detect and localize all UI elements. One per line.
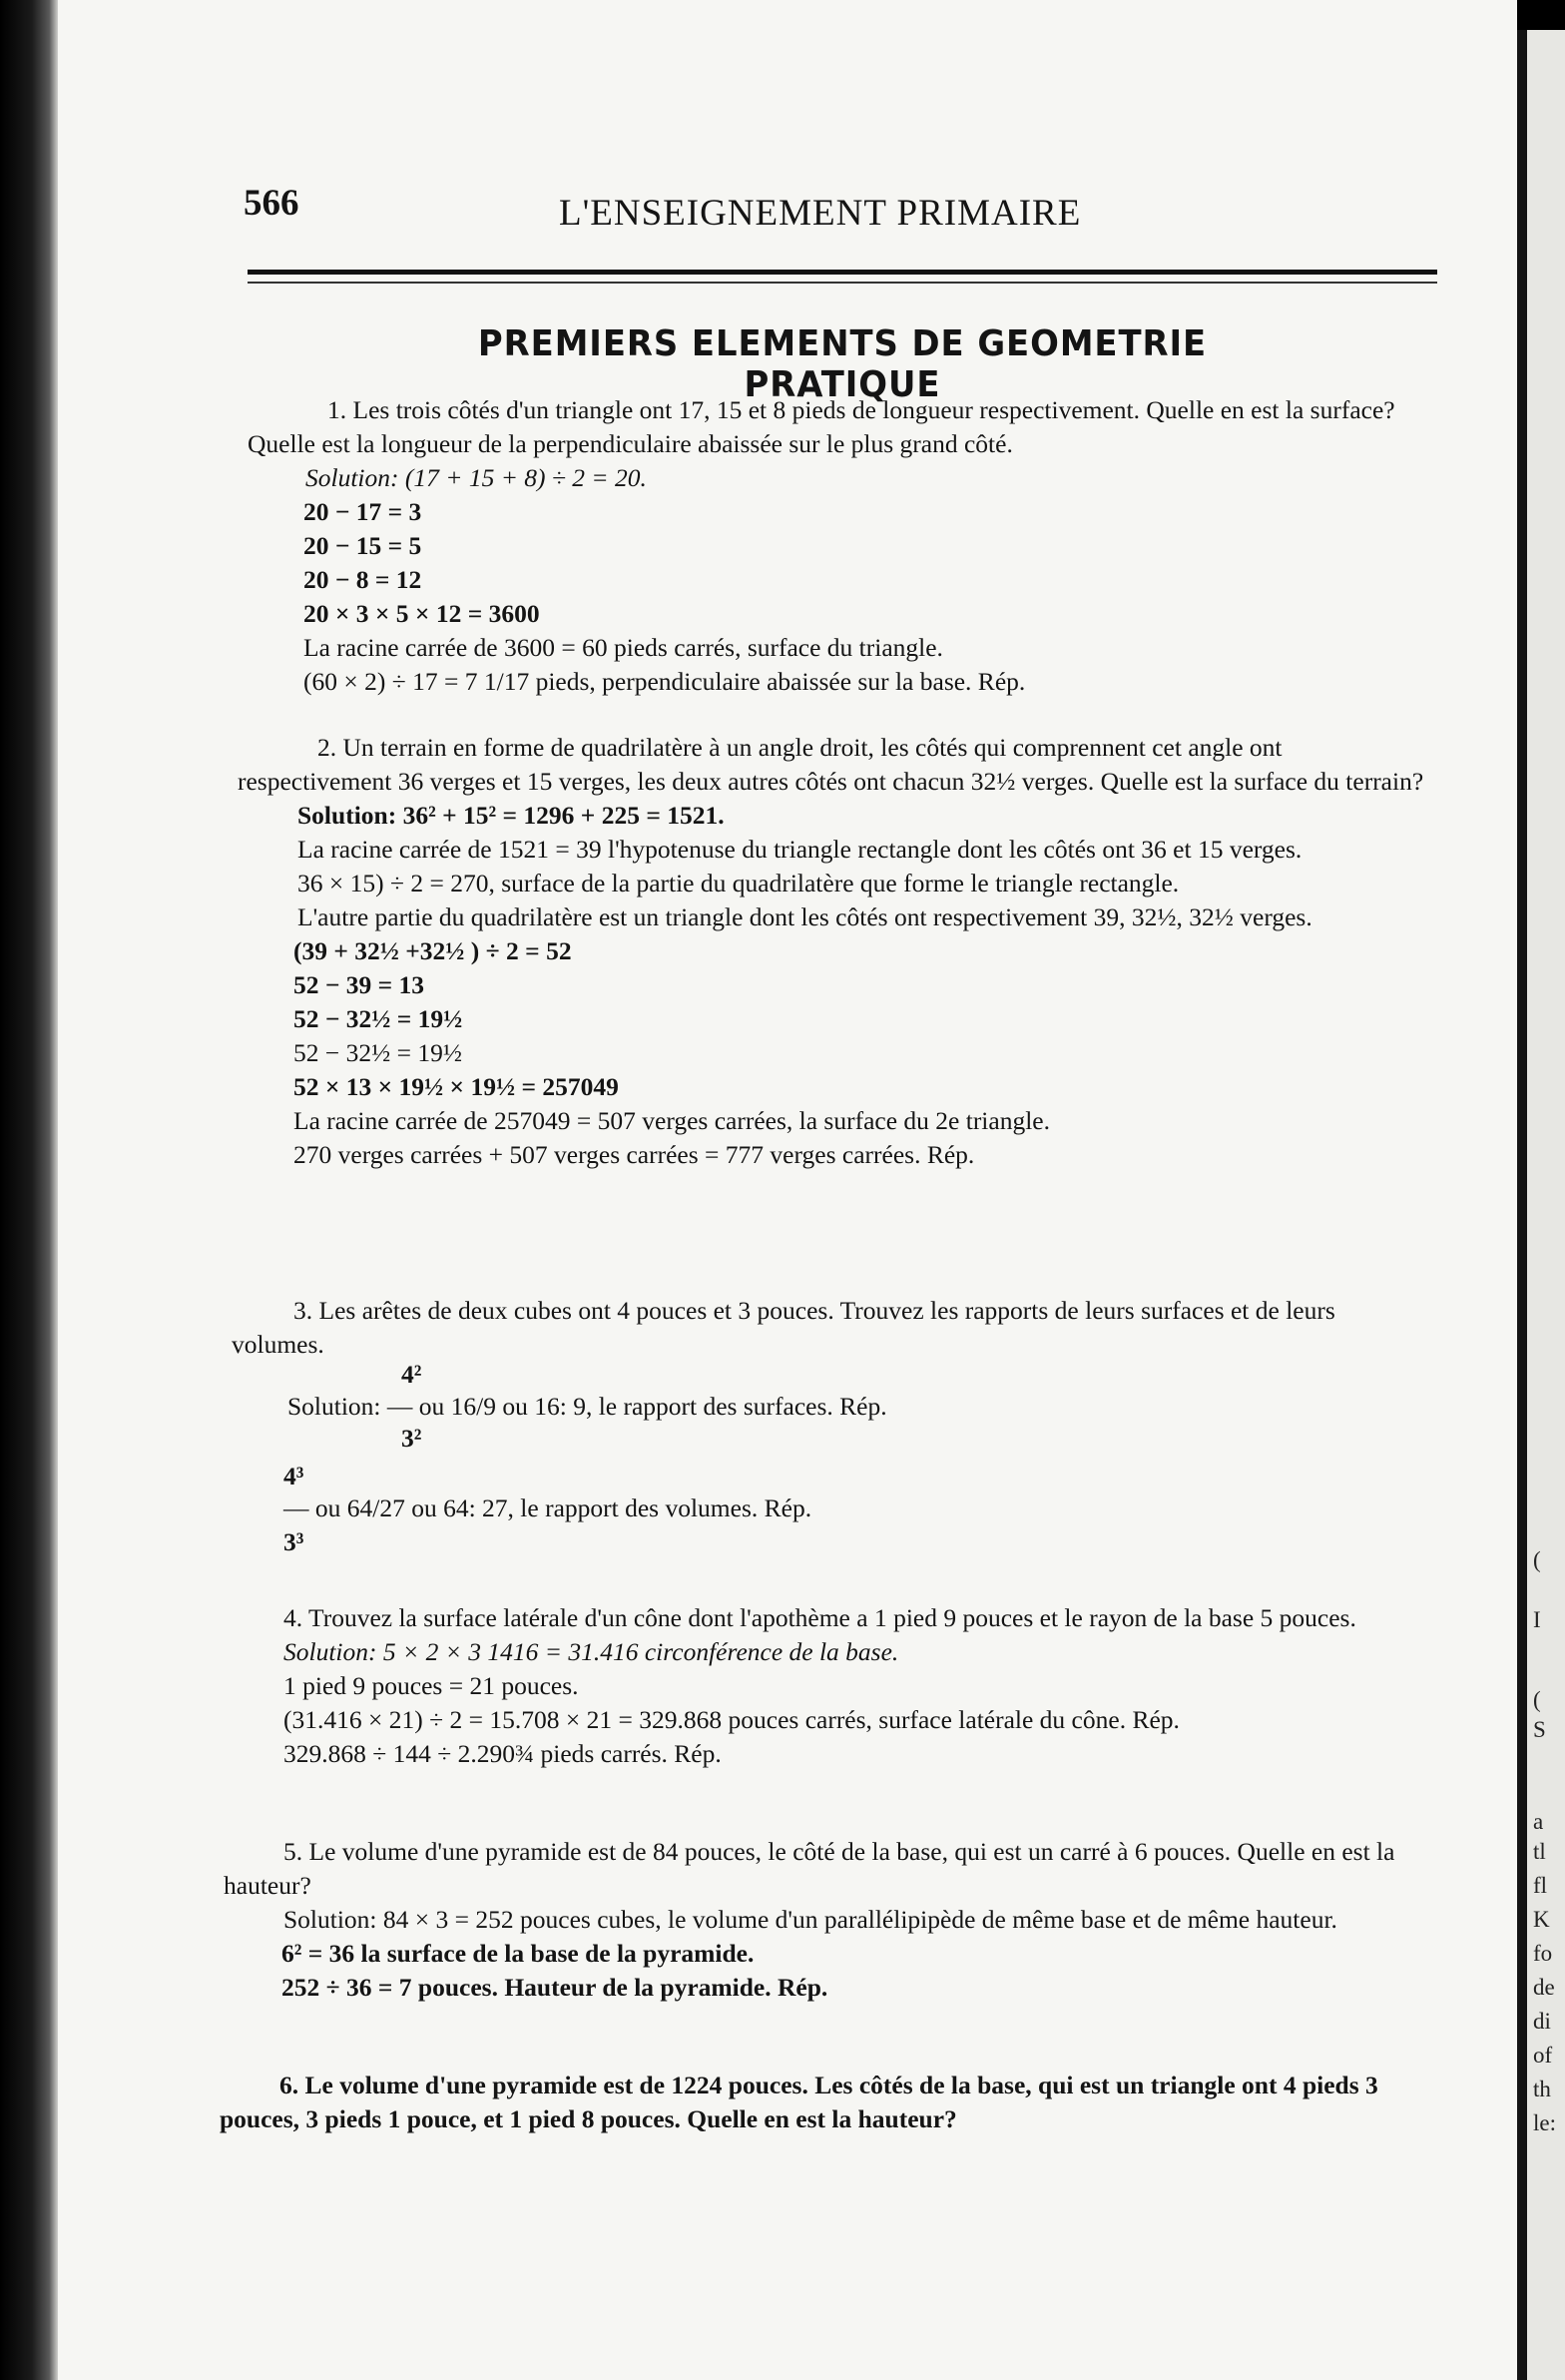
calculation-line: 52 − 32½ = 19½ bbox=[293, 1038, 463, 1067]
calculation-line: (31.416 × 21) ÷ 2 = 15.708 × 21 = 329.868 pouces carrés, surface latérale du cône. Rép. bbox=[283, 1705, 1180, 1734]
problem-4 bbox=[228, 1601, 1420, 1771]
calculation-line: 52 − 39 = 13 bbox=[293, 970, 425, 999]
adjacent-fragment: of bbox=[1533, 2043, 1553, 2068]
calculation-line: 1 pied 9 pouces = 21 pouces. bbox=[283, 1671, 579, 1700]
problem-statement: 3. Les arêtes de deux cubes ont 4 pouces et 3 pouces. Trouvez les rapports de leurs surfaces et de leurs volumes. bbox=[232, 1296, 1335, 1359]
problem-statement: 4. Trouvez la surface latérale d'un cône dont l'apothème a 1 pied 9 pouces et le rayon de la base 5 pouces. bbox=[283, 1603, 1356, 1632]
solution-line: Solution: — ou 16/9 ou 16: 9, le rapport des surfaces. Rép. bbox=[287, 1392, 887, 1421]
calculation-line: La racine carrée de 3600 = 60 pieds carrés, surface du triangle. bbox=[303, 633, 943, 662]
problem-2 bbox=[238, 731, 1425, 1172]
calculation-line: (60 × 2) ÷ 17 = 7 1/17 pieds, perpendiculaire abaissée sur la base. Rép. bbox=[303, 667, 1026, 696]
problem-statement: 6. Le volume d'une pyramide est de 1224 pouces. Les côtés de la base, qui est un triangle ont 4 pieds 3 pouces, 3 pieds 1 pouce, et 1 pied 8 pouces. Quelle en est la hauteur? bbox=[220, 2071, 1378, 2133]
adjacent-fragment: ( bbox=[1533, 1547, 1541, 1572]
adjacent-fragment: fo bbox=[1533, 1941, 1553, 1966]
adjacent-fragment: di bbox=[1533, 2009, 1551, 2034]
denominator: 3² bbox=[401, 1424, 422, 1453]
adjacent-fragment: a bbox=[1533, 1809, 1544, 1834]
problem-5 bbox=[224, 1835, 1421, 2005]
adjacent-fragment: K bbox=[1533, 1907, 1550, 1932]
adjacent-fragment: S bbox=[1533, 1717, 1546, 1742]
solution-line: Solution: 84 × 3 = 252 pouces cubes, le volume d'un parallélipipède de même base et de même hauteur. bbox=[283, 1905, 1337, 1934]
calculation-line: 52 − 32½ = 19½ bbox=[293, 1004, 463, 1033]
adjacent-fragment: fl bbox=[1533, 1873, 1548, 1898]
problem-statement: 2. Un terrain en forme de quadrilatère à un angle droit, les côtés qui comprennent cet angle ont respectivement 36 verges et 15 verges, les deux autres côtés ont chacun 32½ verges. Quelle est la surface du terrain? bbox=[238, 733, 1424, 796]
numerator: 4² bbox=[401, 1360, 422, 1389]
header-rule bbox=[248, 270, 1437, 275]
problem-3 bbox=[232, 1294, 1419, 1561]
calculation-line: 329.868 ÷ 144 ÷ 2.290¾ pieds carrés. Rép. bbox=[283, 1739, 722, 1768]
adjacent-fragment: le: bbox=[1533, 2110, 1556, 2135]
adjacent-page-edge bbox=[1517, 30, 1565, 2380]
adjacent-fragment: th bbox=[1533, 2077, 1551, 2101]
calculation-line: La racine carrée de 257049 = 507 verges carrées, la surface du 2e triangle. bbox=[293, 1106, 1050, 1135]
calculation-line: L'autre partie du quadrilatère est un triangle dont les côtés ont respectivement 39, 32½, 32½ verges. bbox=[297, 902, 1312, 931]
calculation-line: 20 − 8 = 12 bbox=[303, 565, 422, 594]
adjacent-fragment: de bbox=[1533, 1975, 1555, 2000]
problem-statement: 5. Le volume d'une pyramide est de 84 pouces, le côté de la base, qui est un carré à 6 pouces. Quelle en est la hauteur? bbox=[224, 1837, 1395, 1900]
solution-line: Solution: (17 + 15 + 8) ÷ 2 = 20. bbox=[305, 463, 647, 492]
problem-6 bbox=[220, 2069, 1422, 2136]
calculation-line: 52 × 13 × 19½ × 19½ = 257049 bbox=[293, 1072, 619, 1101]
article-title: PREMIERS ELEMENTS DE GEOMETRIE PRATIQUE bbox=[477, 323, 1208, 405]
numerator: 4³ bbox=[283, 1462, 304, 1490]
solution-line: — ou 64/27 ou 64: 27, le rapport des volumes. Rép. bbox=[283, 1493, 812, 1522]
page-header bbox=[0, 172, 1565, 252]
problem-statement: 1. Les trois côtés d'un triangle ont 17, 15 et 8 pieds de longueur respectivement. Quelle en est la surface? Quelle est la longueur de la perpendiculaire abaissée sur le plus grand côté. bbox=[248, 395, 1395, 458]
ratio-calculation bbox=[232, 1362, 1419, 1561]
calculation-line: 20 − 17 = 3 bbox=[303, 497, 422, 526]
left-gutter bbox=[0, 0, 58, 2380]
problem-1 bbox=[248, 393, 1430, 699]
calculation-line: 20 × 3 × 5 × 12 = 3600 bbox=[303, 599, 540, 628]
adjacent-fragment: I bbox=[1533, 1607, 1541, 1632]
running-head: L'ENSEIGNEMENT PRIMAIRE bbox=[559, 193, 1082, 234]
calculation-line: 36 × 15) ÷ 2 = 270, surface de la partie du quadrilatère que forme le triangle rectangle. bbox=[297, 869, 1180, 897]
solution-line: Solution: 36² + 15² = 1296 + 225 = 1521. bbox=[297, 801, 725, 830]
calculation-line: La racine carrée de 1521 = 39 l'hypotenuse du triangle rectangle dont les côtés ont 36 et 15 verges. bbox=[297, 835, 1303, 864]
adjacent-fragment: tl bbox=[1533, 1839, 1546, 1864]
calculation-line: (39 + 32½ +32½ ) ÷ 2 = 52 bbox=[293, 936, 572, 965]
denominator: 3³ bbox=[283, 1527, 304, 1556]
calculation-line: 252 ÷ 36 = 7 pouces. Hauteur de la pyramide. Rép. bbox=[281, 1973, 828, 2002]
header-rule-thin bbox=[248, 282, 1437, 284]
calculation-line: 6² = 36 la surface de la base de la pyramide. bbox=[281, 1939, 755, 1968]
adjacent-fragment: ( bbox=[1533, 1687, 1541, 1712]
calculation-line: 20 − 15 = 5 bbox=[303, 531, 422, 560]
page-number: 566 bbox=[244, 183, 299, 224]
solution-line: Solution: 5 × 2 × 3 1416 = 31.416 circonférence de la base. bbox=[283, 1637, 899, 1666]
calculation-line: 270 verges carrées + 507 verges carrées = 777 verges carrées. Rép. bbox=[293, 1140, 975, 1169]
